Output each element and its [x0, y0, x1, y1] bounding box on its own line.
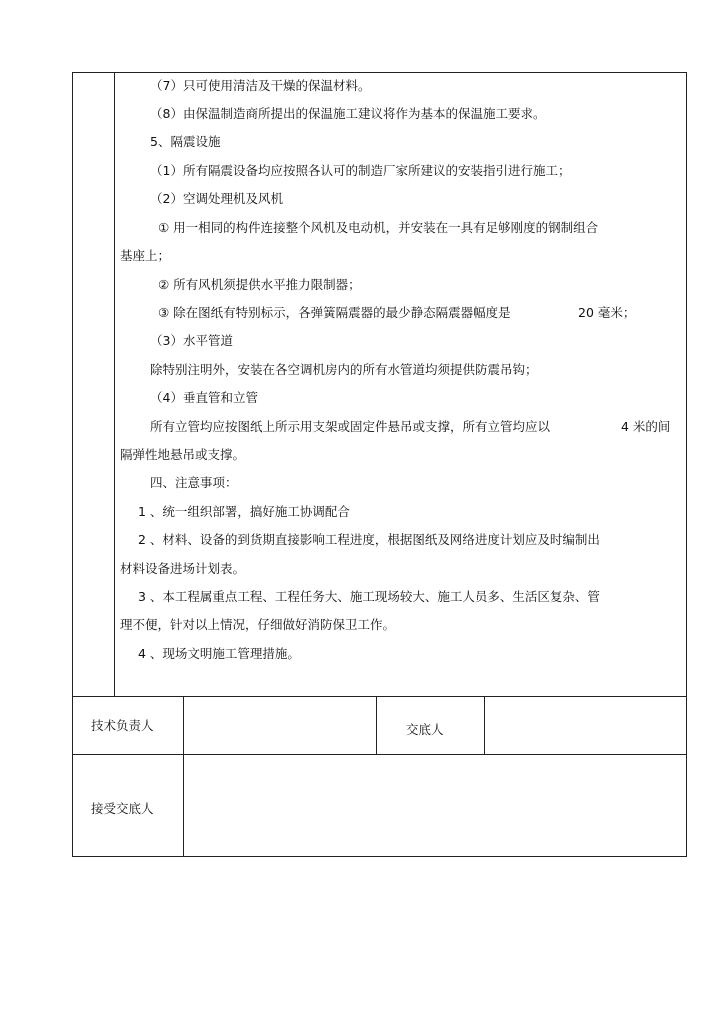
content-line: （3）水平管道: [150, 333, 233, 348]
content-line: （2）空调处理机及风机: [150, 191, 283, 206]
content-line: （7）只可使用清洁及干燥的保温材料。: [150, 78, 371, 93]
table-border-right: [686, 72, 687, 857]
row-divider-2: [72, 754, 687, 755]
content-line: 1 、统一组织部署，搞好施工协调配合: [138, 504, 350, 519]
footer-divider-1: [183, 696, 184, 857]
content-line: 3 、本工程属重点工程、工程任务大、施工现场较大、施工人员多、生活区复杂、管: [138, 589, 600, 604]
handover-field[interactable]: [492, 718, 680, 734]
content-line: 材料设备进场计划表。: [120, 561, 246, 576]
footer-divider-3: [484, 696, 485, 754]
receiver-field[interactable]: [190, 801, 680, 817]
content-line: ② 所有风机须提供水平推力限制器；: [158, 277, 361, 292]
content-line: 20 毫米；: [578, 305, 636, 320]
tech-lead-label: 技术负责人: [91, 718, 154, 733]
content-line: （4）垂直管和立管: [150, 390, 258, 405]
section-heading: 四、注意事项：: [150, 475, 238, 490]
content-line: 4 、现场文明施工管理措施。: [138, 646, 300, 661]
receiver-label: 接受交底人: [91, 801, 154, 816]
table-border-bottom: [72, 856, 687, 857]
tech-lead-field[interactable]: [190, 718, 370, 734]
content-line: ① 用一相同的构件连接整个风机及电动机，并安装在一具有足够刚度的钢制组合: [158, 220, 599, 235]
content-line: 除特别注明外，安装在各空调机房内的所有水管道均须提供防震吊钩；: [150, 362, 538, 377]
section-heading: 5、隔震设施: [150, 134, 221, 149]
content-line: 所有立管均应按图纸上所示用支架或固定件悬吊或支撑，所有立管均应以: [150, 419, 551, 434]
row-divider-1: [72, 696, 687, 697]
content-line: 4 米的间: [621, 419, 671, 434]
content-line: 隔弹性地悬吊或支撑。: [120, 447, 246, 462]
disclosure-table: [72, 72, 687, 857]
content-line: ③ 除在图纸有特别标示，各弹簧隔震器的最少静态隔震器幅度是: [158, 305, 511, 320]
content-line: 理不便，针对以上情况，仔细做好消防保卫工作。: [120, 617, 396, 632]
handover-label: 交底人: [406, 722, 444, 737]
content-line: （1）所有隔震设备均应按照各认可的制造厂家所建议的安装指引进行施工；: [150, 163, 571, 178]
footer-divider-2: [376, 696, 377, 754]
table-border-top: [72, 72, 687, 73]
table-border-left: [72, 72, 73, 857]
content-line: 2 、材料、设备的到货期直接影响工程进度，根据图纸及网络进度计划应及时编制出: [138, 532, 600, 547]
content-left-divider: [114, 72, 115, 696]
content-line: 基座上；: [120, 248, 171, 263]
content-line: （8）由保温制造商所提出的保温施工建议将作为基本的保温施工要求。: [150, 106, 546, 121]
